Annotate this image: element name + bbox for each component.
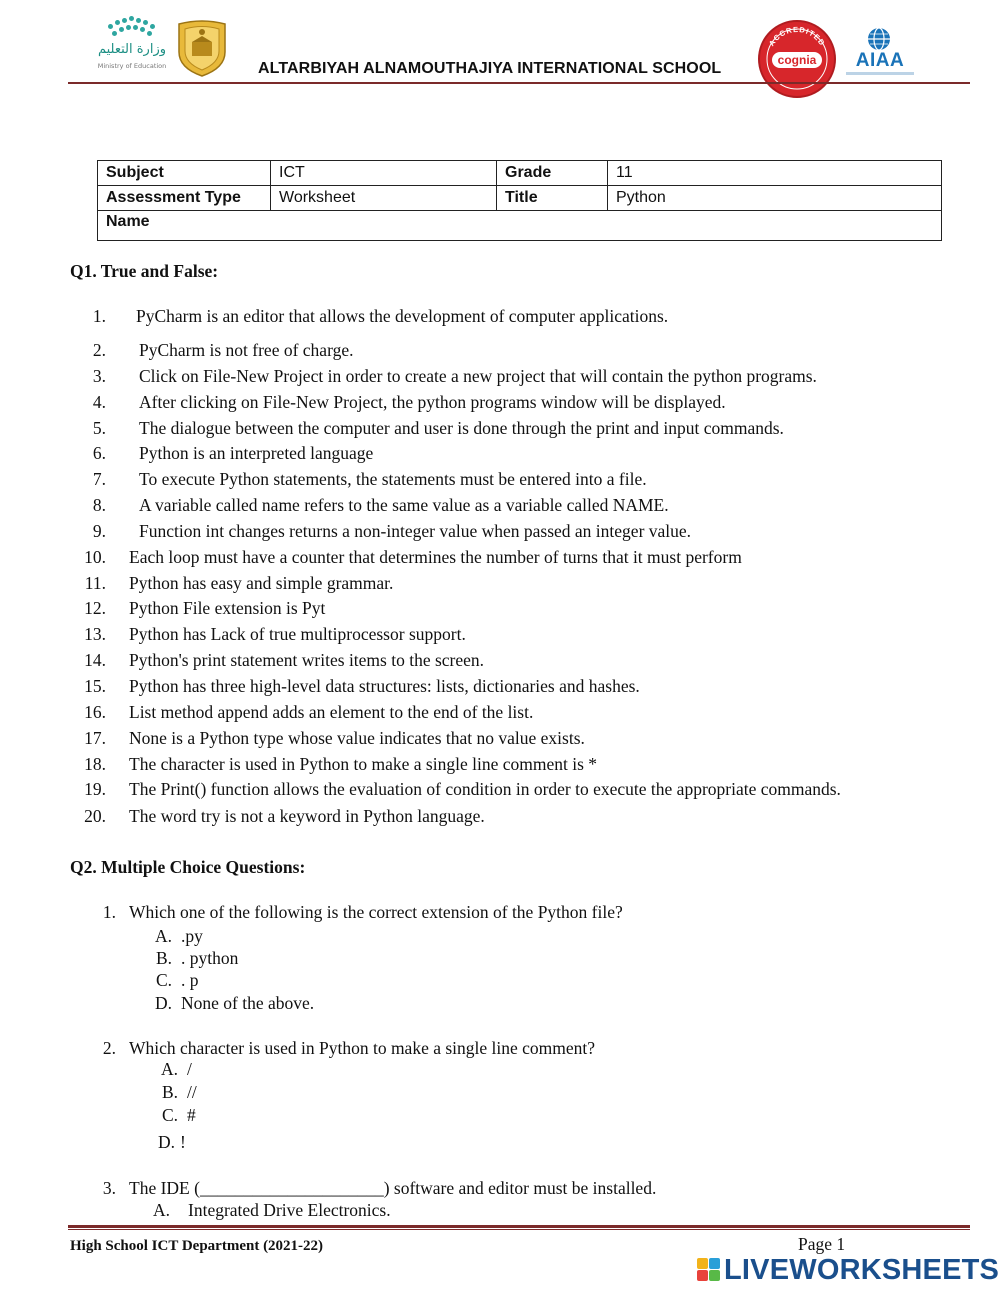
mc-option-text[interactable]: // <box>187 1082 197 1102</box>
tf-item-number: 11. <box>84 573 106 593</box>
mc-option-text[interactable]: ! <box>180 1132 186 1152</box>
tf-item-text: Function int changes returns a non-integer value when passed an integer value. <box>139 521 692 541</box>
table-row <box>98 186 942 211</box>
aiaa-logo <box>846 26 914 78</box>
tf-item-number: 16. <box>84 702 106 722</box>
tf-item-number: 9. <box>92 521 106 541</box>
tf-item-number: 12. <box>84 598 106 618</box>
grade-value: 11 <box>608 161 942 186</box>
grade-label: Grade <box>497 161 608 186</box>
liveworksheets-tiles-icon <box>697 1258 721 1282</box>
liveworksheets-text: LIVEWORKSHEETS <box>724 1254 1000 1286</box>
tf-item-number: 5. <box>92 418 106 438</box>
school-crest-icon <box>175 18 229 78</box>
tf-item-text: Python has easy and simple grammar. <box>129 573 394 593</box>
tf-item-text: List method append adds an element to the end of the list. <box>129 702 534 722</box>
mc-option-letter: D. <box>157 1132 175 1152</box>
tf-item-text: Python has three high-level data structures: lists, dictionaries and hashes. <box>129 676 640 696</box>
school-name: ALTARBIYAH ALNAMOUTHAJIYA INTERNATIONAL SCHOOL <box>258 60 722 77</box>
svg-text:cognia: cognia <box>777 53 817 67</box>
globe-icon <box>866 26 892 52</box>
mc-option-letter: C. <box>155 970 172 990</box>
assessment-type-label: Assessment Type <box>98 186 271 211</box>
ministry-dots-icon <box>108 16 156 38</box>
table-row <box>98 161 942 186</box>
tf-item-number: 17. <box>84 728 106 748</box>
tf-item-text: The character is used in Python to make a single line comment is * <box>129 754 598 774</box>
mc-option-letter: D. <box>154 993 172 1013</box>
tf-item-number: 13. <box>84 624 106 644</box>
tf-item-text: The word try is not a keyword in Python language. <box>129 806 485 826</box>
mc-option-letter: A. <box>154 926 172 946</box>
q1-title: Q1. True and False: <box>70 261 219 281</box>
subject-label: Subject <box>98 161 271 186</box>
mc-question-number: 3. <box>102 1178 116 1198</box>
aiaa-underline <box>846 72 914 75</box>
tf-item-text: The dialogue between the computer and user is done through the print and input commands. <box>139 418 784 438</box>
tf-item-text: To execute Python statements, the statements must be entered into a file. <box>139 469 647 489</box>
subject-value: ICT <box>271 161 497 186</box>
tf-item-number: 10. <box>84 547 106 567</box>
tf-item-number: 4. <box>92 392 106 412</box>
tf-item-text: Python is an interpreted language <box>139 443 374 463</box>
liveworksheets-logo[interactable] <box>697 1254 1000 1286</box>
footer-divider-thin <box>68 1229 970 1230</box>
tf-item-text: Python File extension is Pyt <box>129 598 326 618</box>
assessment-type-value: Worksheet <box>271 186 497 211</box>
mc-question-text: The IDE (_____________________) software and editor must be installed. <box>129 1178 657 1198</box>
q2-title: Q2. Multiple Choice Questions: <box>70 857 306 877</box>
svg-text:ACCREDITED: ACCREDITED <box>766 24 828 48</box>
tf-item-number: 15. <box>84 676 106 696</box>
tf-item-text: PyCharm is not free of charge. <box>139 340 354 360</box>
ministry-arabic-name: وزارة التعليم <box>97 42 167 57</box>
title-value: Python <box>608 186 942 211</box>
tf-item-number: 20. <box>84 806 106 826</box>
mc-question-number: 1. <box>102 902 116 922</box>
mc-option-text[interactable]: . p <box>181 970 199 990</box>
tf-item-number: 6. <box>92 443 106 463</box>
mc-option-letter: C. <box>161 1105 178 1125</box>
mc-question-text: Which character is used in Python to make a single line comment? <box>129 1038 596 1058</box>
mc-option-text[interactable]: Integrated Drive Electronics. <box>188 1200 391 1220</box>
tf-item-number: 8. <box>92 495 106 515</box>
mc-option-text[interactable]: # <box>187 1105 196 1125</box>
mc-option-letter: B. <box>161 1082 178 1102</box>
tf-item-number: 3. <box>92 366 106 386</box>
page-number: Page 1 <box>798 1234 846 1254</box>
tf-item-text: The Print() function allows the evaluation of condition in order to execute the appropriate commands. <box>129 779 841 799</box>
mc-option-letter: A. <box>160 1059 178 1079</box>
tf-item-text: Python's print statement writes items to the screen. <box>129 650 485 670</box>
tf-item-number: 14. <box>84 650 106 670</box>
footer-divider <box>68 1225 970 1228</box>
tf-item-text: Click on File-New Project in order to create a new project that will contain the python programs. <box>139 366 817 386</box>
tf-item-number: 18. <box>84 754 106 774</box>
mc-option-text[interactable]: / <box>187 1059 192 1079</box>
ministry-of-education-logo <box>96 14 168 76</box>
tf-item-text: None is a Python type whose value indicates that no value exists. <box>129 728 585 748</box>
tf-item-text: PyCharm is an editor that allows the development of computer applications. <box>136 306 669 326</box>
tf-item-text: A variable called name refers to the same value as a variable called NAME. <box>139 495 669 515</box>
tf-item-number: 7. <box>92 469 106 489</box>
mc-option-text[interactable]: .py <box>181 926 203 946</box>
assessment-info-table <box>97 160 942 241</box>
mc-question-number: 2. <box>102 1038 116 1058</box>
mc-option-text[interactable]: . python <box>181 948 239 968</box>
cognia-accreditation-seal-icon <box>756 18 838 100</box>
title-label: Title <box>497 186 608 211</box>
mc-option-letter: A. <box>152 1200 170 1220</box>
tf-item-number: 1. <box>92 306 106 326</box>
table-row[interactable] <box>98 211 942 241</box>
tf-item-text: After clicking on File-New Project, the python programs window will be displayed. <box>139 392 726 412</box>
header-divider <box>68 82 970 84</box>
tf-item-number: 19. <box>84 779 106 799</box>
aiaa-text: AIAA <box>855 50 905 71</box>
mc-option-letter: B. <box>155 948 172 968</box>
mc-question-text: Which one of the following is the correct extension of the Python file? <box>129 902 623 922</box>
tf-item-text: Each loop must have a counter that determines the number of turns that it must perform <box>129 547 742 567</box>
tf-item-number: 2. <box>92 340 106 360</box>
footer-department: High School ICT Department (2021-22) <box>70 1238 324 1254</box>
ministry-english-name: Ministry of Education <box>97 62 167 70</box>
tf-item-text: Python has Lack of true multiprocessor support. <box>129 624 466 644</box>
mc-option-text[interactable]: None of the above. <box>181 993 315 1013</box>
name-field[interactable]: Name <box>98 211 942 241</box>
